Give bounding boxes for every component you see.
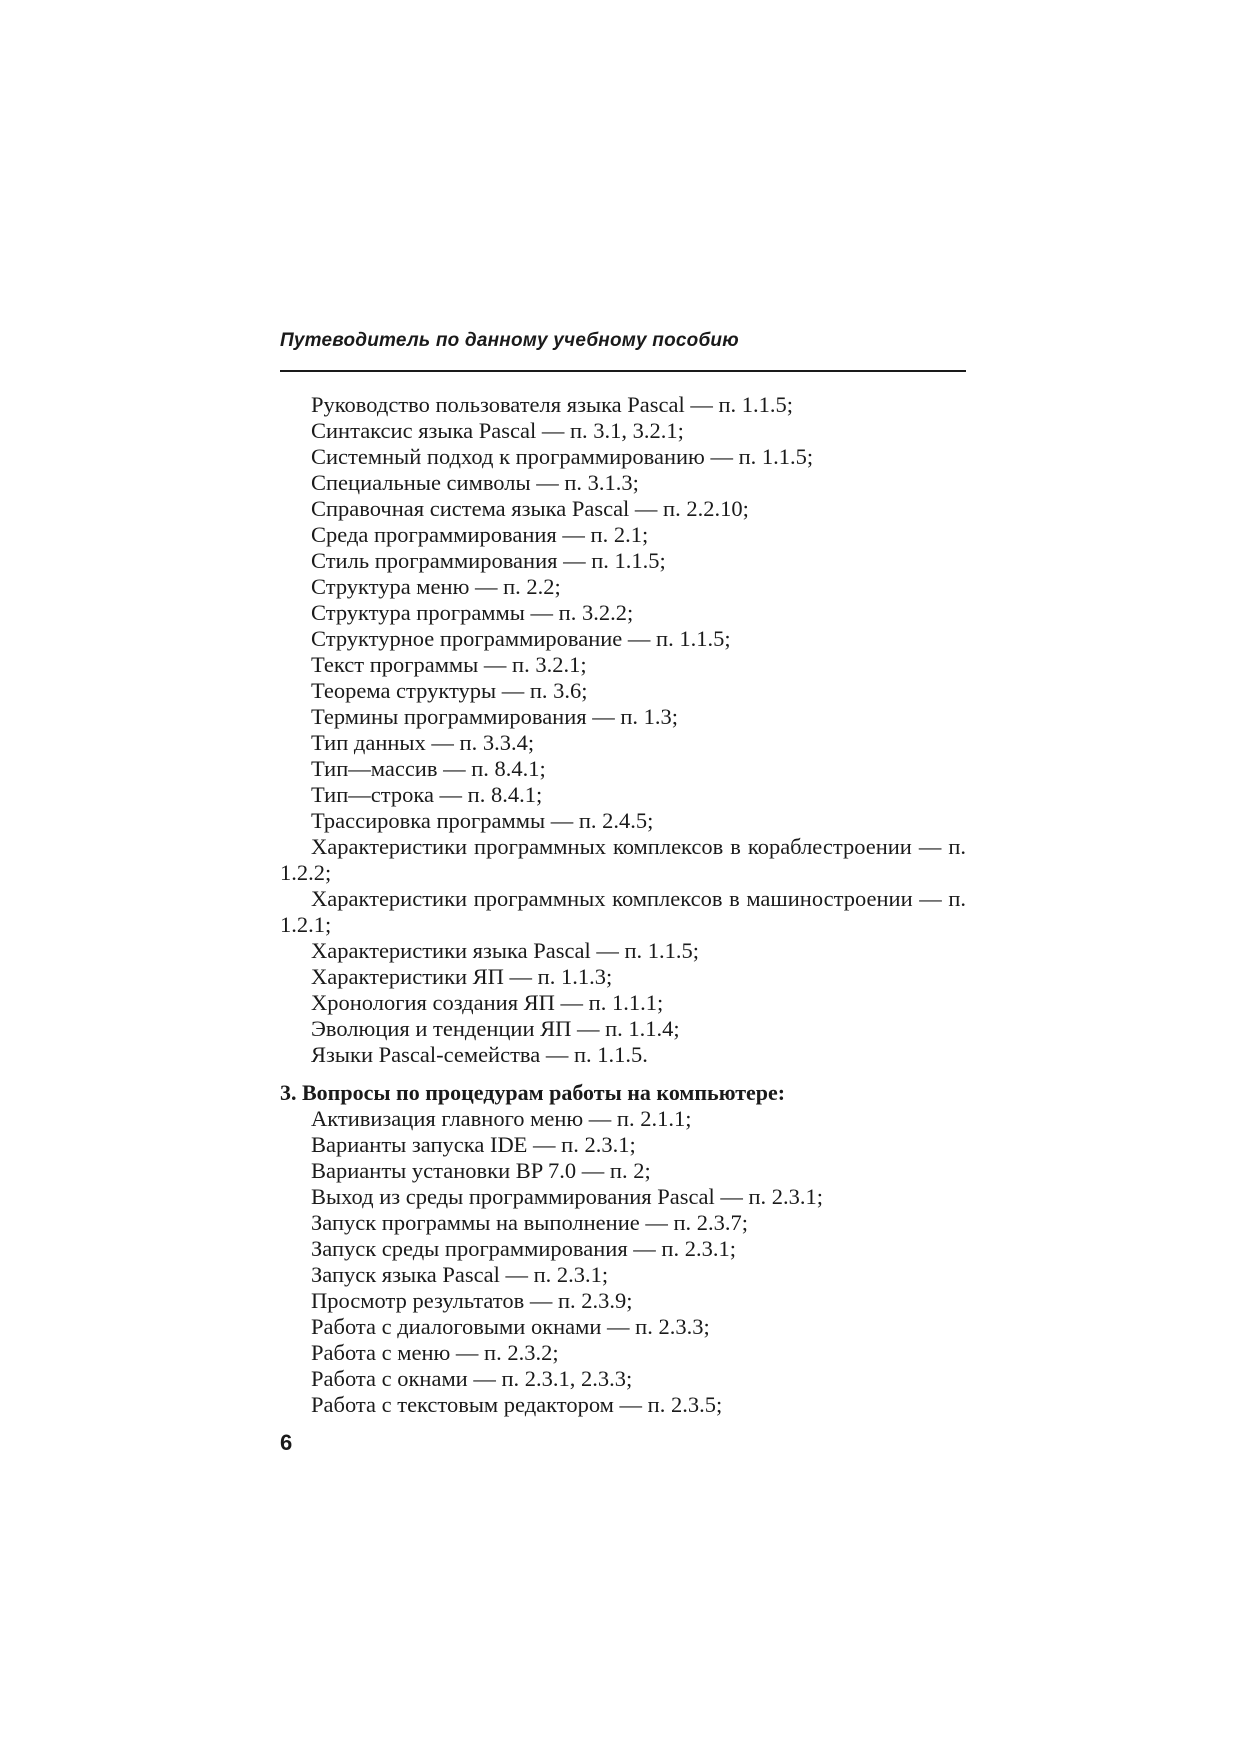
index-entry: Работа с меню — п. 2.3.2; <box>311 1340 559 1365</box>
index-entry: Системный подход к программированию — п. 1.1.5; <box>311 444 814 469</box>
index-entry: Запуск среды программирования — п. 2.3.1; <box>311 1236 736 1261</box>
index-entry: Языки Pascal-семейства — п. 1.1.5. <box>311 1042 648 1067</box>
index-entry: Стиль программирования — п. 1.1.5; <box>311 548 666 573</box>
header-rule <box>280 370 966 372</box>
index-entry: Запуск языка Pascal — п. 2.3.1; <box>311 1262 609 1287</box>
index-entry: Текст программы — п. 3.2.1; <box>311 652 587 677</box>
index-entry: Работа с диалоговыми окнами — п. 2.3.3; <box>311 1314 710 1339</box>
running-head: Путеводитель по данному учебному пособию <box>280 330 739 351</box>
index-entry: Характеристики языка Pascal — п. 1.1.5; <box>311 938 700 963</box>
index-entry: Структура меню — п. 2.2; <box>311 574 561 599</box>
index-entry: Работа с окнами — п. 2.3.1, 2.3.3; <box>311 1366 633 1391</box>
index-entry: Варианты установки BP 7.0 — п. 2; <box>311 1158 651 1183</box>
index-entry: Хронология создания ЯП — п. 1.1.1; <box>311 990 664 1015</box>
index-entry: Эволюция и тенденции ЯП — п. 1.1.4; <box>311 1016 680 1041</box>
index-entry: Запуск программы на выполнение — п. 2.3.7; <box>311 1210 749 1235</box>
index-entry: Работа с текстовым редактором — п. 2.3.5; <box>311 1392 723 1417</box>
index-entry: Синтаксис языка Pascal — п. 3.1, 3.2.1; <box>311 418 684 443</box>
index-entry: Активизация главного меню — п. 2.1.1; <box>311 1106 692 1131</box>
index-entry: Просмотр результатов — п. 2.3.9; <box>311 1288 633 1313</box>
section-3-title: 3. Вопросы по процедурам работы на компьютере: <box>280 1080 786 1105</box>
index-entry: Тип—строка — п. 8.4.1; <box>311 782 543 807</box>
section-3-entry-list <box>280 1106 966 1418</box>
index-entry: Структура программы — п. 3.2.2; <box>311 600 634 625</box>
index-entry: Среда программирования — п. 2.1; <box>311 522 649 547</box>
index-entry: Характеристики ЯП — п. 1.1.3; <box>311 964 613 989</box>
index-entry: Специальные символы — п. 3.1.3; <box>311 470 639 495</box>
index-entry: Характеристики программных комплексов в кораблестроении — п. 1.2.2; <box>280 834 966 885</box>
entry-list <box>280 392 966 1068</box>
index-body <box>280 392 966 1418</box>
index-entry: Структурное программирование — п. 1.1.5; <box>311 626 731 651</box>
index-entry: Справочная система языка Pascal — п. 2.2.10; <box>311 496 749 521</box>
index-entry: Варианты запуска IDE — п. 2.3.1; <box>311 1132 636 1157</box>
index-entry: Руководство пользователя языка Pascal — п. 1.1.5; <box>311 392 794 417</box>
index-entry: Выход из среды программирования Pascal — п. 2.3.1; <box>311 1184 824 1209</box>
page-number: 6 <box>280 1430 293 1455</box>
index-entry: Тип—массив — п. 8.4.1; <box>311 756 546 781</box>
index-entry: Трассировка программы — п. 2.4.5; <box>311 808 654 833</box>
index-entry: Теорема структуры — п. 3.6; <box>311 678 588 703</box>
index-entry: Термины программирования — п. 1.3; <box>311 704 679 729</box>
index-entry: Тип данных — п. 3.3.4; <box>311 730 535 755</box>
index-entry: Характеристики программных комплексов в машиностроении — п. 1.2.1; <box>280 886 966 937</box>
